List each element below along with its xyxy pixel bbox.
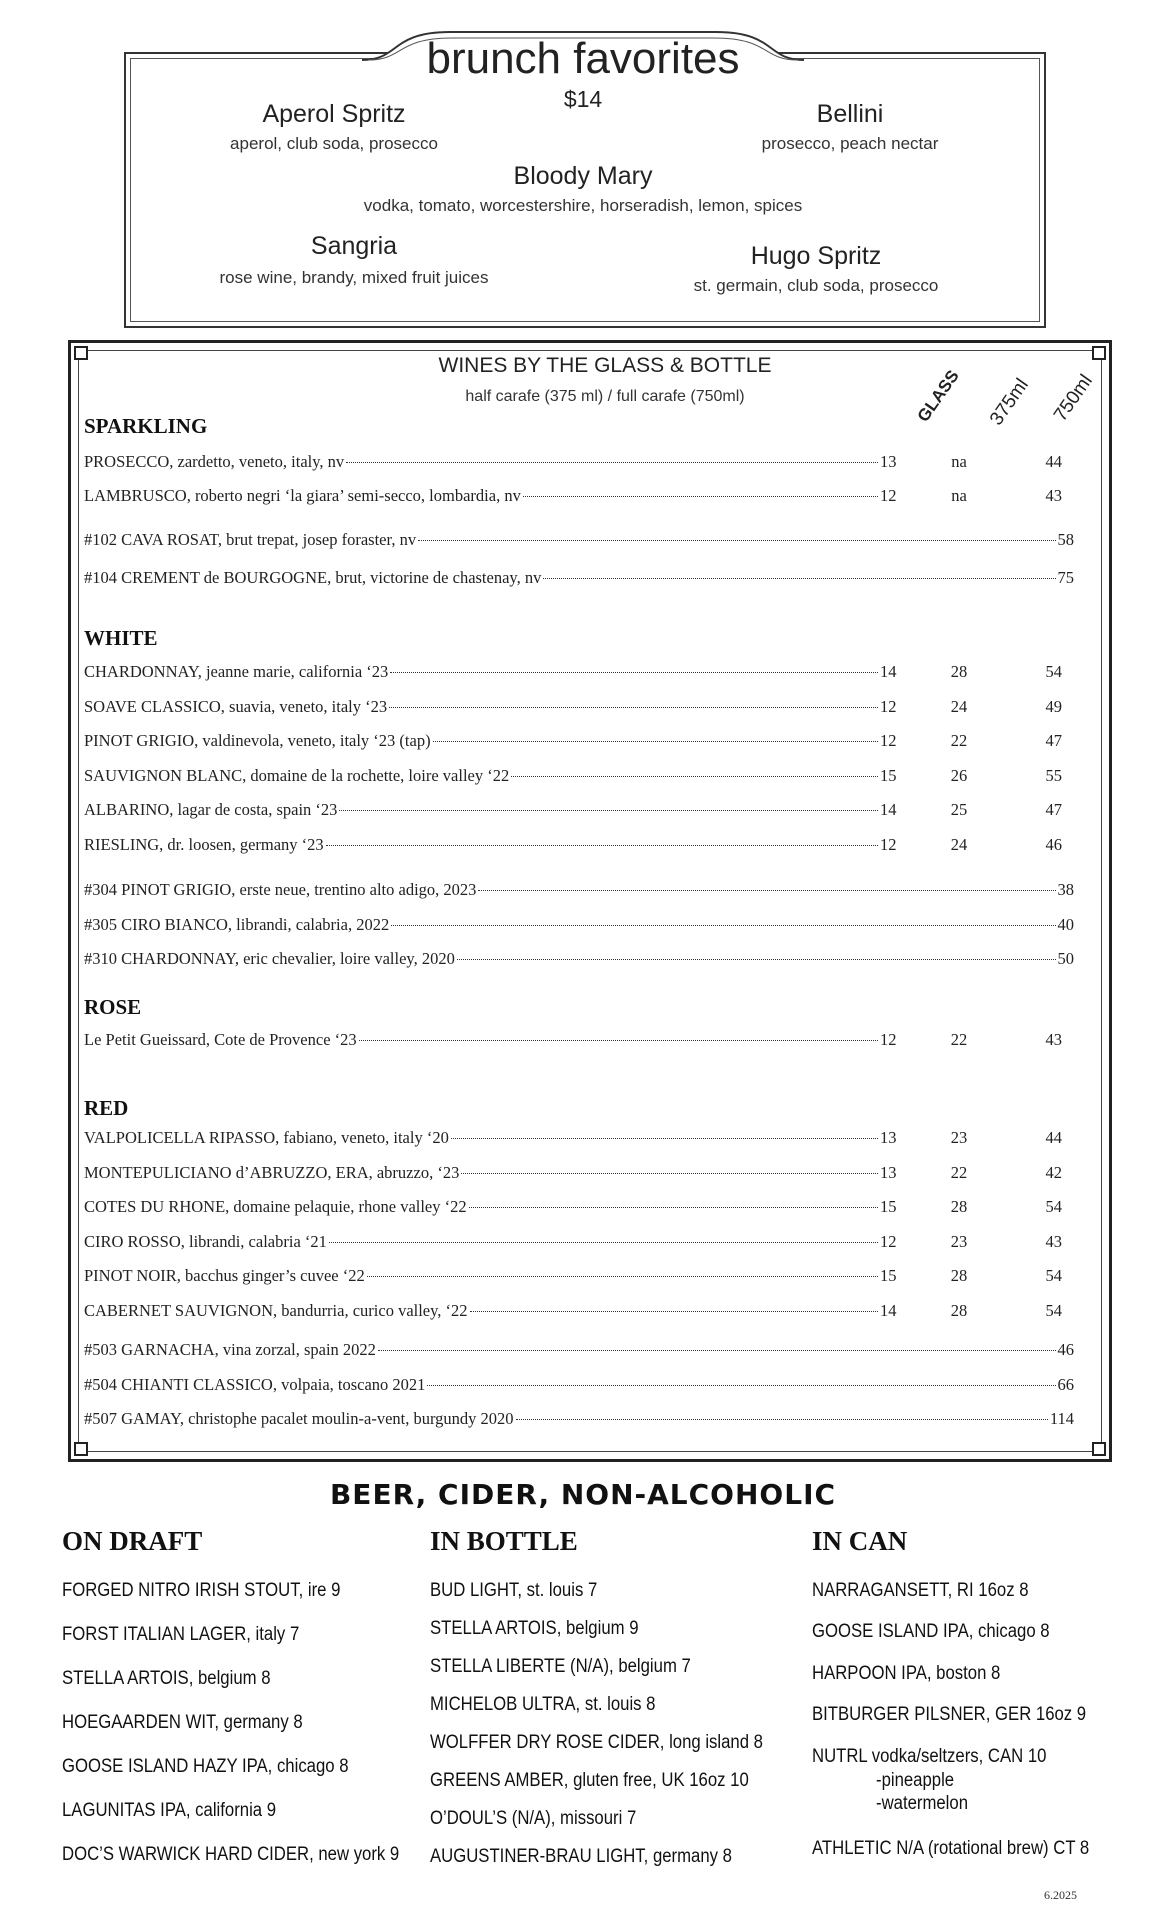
- wine-name: #102 CAVA ROSAT, brut trepat, josep foraster, nv: [84, 530, 417, 549]
- beer-item: O’DOUL’S (N/A), missouri 7: [430, 1808, 637, 1829]
- wine-name: ALBARINO, lagar de costa, spain ‘23: [84, 800, 338, 820]
- dot-leader: [367, 1276, 878, 1277]
- wine-bottle-row: [84, 530, 1074, 554]
- dot-leader: [418, 540, 1055, 541]
- beer-item: STELLA ARTOIS, belgium 9: [430, 1618, 639, 1639]
- brunch-price: $14: [563, 86, 603, 112]
- drink-desc: st. germain, club soda, prosecco: [693, 276, 939, 295]
- dot-leader: [469, 1207, 878, 1208]
- drink-desc: rose wine, brandy, mixed fruit juices: [219, 268, 489, 287]
- drink-name: Sangria: [310, 232, 398, 260]
- beer-item: ATHLETIC N/A (rotational brew) CT 8: [812, 1838, 1090, 1859]
- beer-item: -pineapple: [876, 1770, 955, 1791]
- wine-section-heading: WHITE: [84, 626, 158, 650]
- wine-row: [84, 697, 1074, 721]
- wine-375ml-price: 28: [950, 1266, 968, 1286]
- wine-375ml-price: na: [951, 452, 967, 471]
- wine-row: [84, 1197, 1074, 1221]
- version-stamp: 6.2025: [1044, 1888, 1077, 1902]
- drink-desc: prosecco, peach nectar: [761, 134, 939, 153]
- wine-name: #507 GAMAY, christophe pacalet moulin-a-vent, burgundy 2020: [84, 1409, 514, 1429]
- wine-750ml-price: 43: [1045, 1030, 1062, 1049]
- wine-750ml-price: 49: [1045, 696, 1062, 716]
- wine-750ml-price: 47: [1045, 800, 1062, 820]
- wine-glass-price: 15: [880, 765, 897, 785]
- wine-name: #304 PINOT GRIGIO, erste neue, trentino alto adigo, 2023: [84, 880, 477, 899]
- wine-375ml-price: 24: [950, 835, 968, 854]
- wine-glass-price: 15: [880, 1197, 897, 1217]
- beer-item: WOLFFER DRY ROSE CIDER, long island 8: [430, 1732, 763, 1753]
- column-header-375ml: 375ml: [985, 374, 1033, 430]
- column-header-750ml: 750ml: [1049, 370, 1097, 426]
- wine-name: PINOT GRIGIO, valdinevola, veneto, italy ‘23 (tap): [84, 731, 431, 751]
- dot-leader: [329, 1242, 878, 1243]
- wine-375ml-price: 22: [950, 1030, 968, 1049]
- wine-375ml-price: na: [951, 486, 967, 505]
- beer-column-heading: IN BOTTLE: [430, 1526, 578, 1556]
- beer-item: STELLA LIBERTE (N/A), belgium 7: [430, 1656, 691, 1677]
- wine-750ml-price: 47: [1045, 731, 1062, 751]
- wine-row: [84, 1030, 1074, 1054]
- wine-name: #504 CHIANTI CLASSICO, volpaia, toscano 2021: [84, 1374, 426, 1394]
- wine-row: [84, 731, 1074, 755]
- wine-bottle-row: [84, 915, 1074, 939]
- wine-750ml-price: 42: [1045, 1162, 1062, 1182]
- wine-750ml-price: 44: [1045, 452, 1062, 471]
- wine-375ml-price: 28: [950, 662, 968, 681]
- dot-leader: [457, 959, 1056, 960]
- wine-375ml-price: 25: [950, 800, 968, 820]
- corner-ornament: [1092, 1442, 1106, 1456]
- corner-ornament: [74, 1442, 88, 1456]
- wine-bottle-price: 40: [1057, 914, 1074, 934]
- wine-375ml-price: 26: [950, 765, 968, 785]
- wine-section-heading: RED: [84, 1096, 129, 1120]
- drink-name: Hugo Spritz: [750, 242, 882, 270]
- wine-name: PROSECCO, zardetto, veneto, italy, nv: [84, 452, 345, 471]
- beer-item: FORGED NITRO IRISH STOUT, ire 9: [62, 1580, 341, 1601]
- beer-item: HOEGAARDEN WIT, germany 8: [62, 1712, 303, 1733]
- beer-item: GREENS AMBER, gluten free, UK 16oz 10: [430, 1770, 749, 1791]
- dot-leader: [523, 496, 878, 497]
- wine-bottle-price: 46: [1057, 1340, 1074, 1359]
- beer-item: BUD LIGHT, st. louis 7: [430, 1580, 598, 1601]
- wine-bottle-row: [84, 1340, 1074, 1364]
- wine-row: [84, 1266, 1074, 1290]
- beer-item: STELLA ARTOIS, belgium 8: [62, 1668, 271, 1689]
- wine-name: VALPOLICELLA RIPASSO, fabiano, veneto, italy ‘20: [84, 1128, 449, 1147]
- beer-item: NARRAGANSETT, RI 16oz 8: [812, 1580, 1029, 1601]
- dot-leader: [427, 1385, 1055, 1386]
- wine-bottle-price: 38: [1057, 880, 1074, 899]
- wine-name: #305 CIRO BIANCO, librandi, calabria, 2022: [84, 914, 390, 934]
- wine-name: CABERNET SAUVIGNON, bandurria, curico valley, ‘22: [84, 1301, 468, 1320]
- wine-name: #310 CHARDONNAY, eric chevalier, loire valley, 2020: [84, 949, 455, 969]
- wine-750ml-price: 55: [1045, 765, 1062, 785]
- wine-glass-price: 12: [880, 835, 897, 854]
- wine-row: [84, 486, 1074, 510]
- wine-name: MONTEPULICIANO d’ABRUZZO, ERA, abruzzo, ‘23: [84, 1162, 460, 1182]
- wine-glass-price: 12: [880, 696, 897, 716]
- dot-leader: [359, 1040, 878, 1041]
- wine-glass-price: 13: [880, 452, 897, 471]
- wine-glass-price: 13: [880, 1162, 897, 1182]
- beer-item: NUTRL vodka/seltzers, CAN 10: [812, 1746, 1047, 1767]
- beer-item: HARPOON IPA, boston 8: [812, 1663, 1001, 1684]
- wine-glass-price: 12: [880, 1030, 897, 1049]
- dot-leader: [339, 810, 878, 811]
- wine-bottle-row: [84, 949, 1074, 973]
- beer-item: BITBURGER PILSNER, GER 16oz 9: [812, 1704, 1087, 1725]
- wine-375ml-price: 28: [950, 1197, 968, 1217]
- dot-leader: [346, 462, 878, 463]
- dot-leader: [390, 672, 878, 673]
- wine-name: PINOT NOIR, bacchus ginger’s cuvee ‘22: [84, 1266, 365, 1286]
- wine-row: [84, 1128, 1074, 1152]
- beer-item: GOOSE ISLAND HAZY IPA, chicago 8: [62, 1756, 349, 1777]
- wine-row: [84, 766, 1074, 790]
- wine-glass-price: 12: [880, 731, 897, 751]
- wine-glass-price: 14: [880, 662, 897, 681]
- dot-leader: [433, 741, 878, 742]
- column-header-glass: GLASS: [913, 366, 963, 426]
- wine-name: CHARDONNAY, jeanne marie, california ‘23: [84, 662, 389, 681]
- drink-name: Bloody Mary: [513, 162, 653, 190]
- wine-375ml-price: 28: [950, 1301, 968, 1320]
- wine-750ml-price: 54: [1045, 1197, 1062, 1217]
- wine-glass-price: 14: [880, 800, 897, 820]
- wine-glass-price: 15: [880, 1266, 897, 1286]
- wine-bottle-row: [84, 880, 1074, 904]
- drink-desc: aperol, club soda, prosecco: [230, 134, 438, 153]
- wine-glass-price: 13: [880, 1128, 897, 1147]
- drink-name: Aperol Spritz: [262, 100, 406, 128]
- wine-glass-price: 12: [880, 486, 897, 505]
- wine-bottle-row: [84, 1409, 1074, 1433]
- wine-glass-price: 14: [880, 1301, 897, 1320]
- wine-375ml-price: 22: [950, 1162, 968, 1182]
- wine-375ml-price: 22: [950, 731, 968, 751]
- wine-name: #104 CREMENT de BOURGOGNE, brut, victorine de chastenay, nv: [84, 568, 542, 587]
- dot-leader: [543, 578, 1055, 579]
- beer-item: FORST ITALIAN LAGER, italy 7: [62, 1624, 300, 1645]
- wine-row: [84, 835, 1074, 859]
- wine-750ml-price: 54: [1045, 662, 1062, 681]
- wine-bottle-price: 114: [1049, 1409, 1074, 1429]
- wine-section-heading: SPARKLING: [84, 414, 208, 438]
- dot-leader: [511, 776, 878, 777]
- wine-row: [84, 1301, 1074, 1325]
- wine-section-heading: ROSE: [84, 995, 142, 1019]
- wine-name: SOAVE CLASSICO, suavia, veneto, italy ‘23: [84, 696, 388, 716]
- beer-column-heading: IN CAN: [812, 1526, 908, 1556]
- dot-leader: [378, 1350, 1056, 1351]
- wine-row: [84, 800, 1074, 824]
- wine-375ml-price: 23: [950, 1128, 968, 1147]
- dot-leader: [461, 1173, 878, 1174]
- beer-section-title: BEER, CIDER, NON-ALCOHOLIC: [329, 1478, 837, 1511]
- wine-row: [84, 452, 1074, 476]
- wine-list-subtitle: half carafe (375 ml) / full carafe (750ml): [465, 388, 745, 405]
- wine-bottle-row: [84, 1375, 1074, 1399]
- wine-name: LAMBRUSCO, roberto negri ‘la giara’ semi-secco, lombardia, nv: [84, 486, 521, 505]
- beer-item: AUGUSTINER-BRAU LIGHT, germany 8: [430, 1846, 732, 1867]
- beer-item: GOOSE ISLAND IPA, chicago 8: [812, 1621, 1050, 1642]
- beer-column-heading: ON DRAFT: [62, 1526, 203, 1556]
- drink-desc: vodka, tomato, worcestershire, horseradish, lemon, spices: [363, 196, 803, 215]
- wine-glass-price: 12: [880, 1231, 897, 1251]
- wine-750ml-price: 44: [1045, 1128, 1062, 1147]
- wine-750ml-price: 54: [1045, 1266, 1062, 1286]
- dot-leader: [391, 925, 1055, 926]
- wine-row: [84, 662, 1074, 686]
- wine-row: [84, 1232, 1074, 1256]
- wine-name: Le Petit Gueissard, Cote de Provence ‘23: [84, 1030, 357, 1049]
- beer-item: -watermelon: [876, 1793, 969, 1814]
- dot-leader: [389, 707, 878, 708]
- dot-leader: [451, 1138, 878, 1139]
- wine-name: #503 GARNACHA, vina zorzal, spain 2022: [84, 1340, 376, 1359]
- wine-name: SAUVIGNON BLANC, domaine de la rochette, loire valley ‘22: [84, 765, 510, 785]
- wine-750ml-price: 43: [1045, 1231, 1062, 1251]
- wine-name: CIRO ROSSO, librandi, calabria ‘21: [84, 1231, 327, 1251]
- dot-leader: [470, 1311, 878, 1312]
- beer-item: MICHELOB ULTRA, st. louis 8: [430, 1694, 656, 1715]
- wine-375ml-price: 24: [950, 696, 968, 716]
- wine-750ml-price: 46: [1045, 835, 1062, 854]
- wine-bottle-price: 50: [1057, 949, 1074, 969]
- wine-list-title: WINES BY THE GLASS & BOTTLE: [438, 354, 772, 377]
- brunch-title: brunch favorites: [426, 34, 740, 83]
- wine-bottle-price: 58: [1057, 530, 1074, 549]
- drink-name: Bellini: [816, 100, 884, 128]
- wine-bottle-price: 66: [1057, 1374, 1074, 1394]
- dot-leader: [478, 890, 1055, 891]
- wine-750ml-price: 54: [1045, 1301, 1062, 1320]
- wine-bottle-row: [84, 568, 1074, 592]
- dot-leader: [326, 845, 878, 846]
- dot-leader: [516, 1419, 1048, 1420]
- wine-name: RIESLING, dr. loosen, germany ‘23: [84, 835, 324, 854]
- wine-bottle-price: 75: [1057, 568, 1074, 587]
- beer-item: DOC’S WARWICK HARD CIDER, new york 9: [62, 1844, 400, 1865]
- beer-item: LAGUNITAS IPA, california 9: [62, 1800, 277, 1821]
- wine-375ml-price: 23: [950, 1231, 968, 1251]
- wine-750ml-price: 43: [1045, 486, 1062, 505]
- wine-name: COTES DU RHONE, domaine pelaquie, rhone valley ‘22: [84, 1197, 467, 1217]
- wine-row: [84, 1163, 1074, 1187]
